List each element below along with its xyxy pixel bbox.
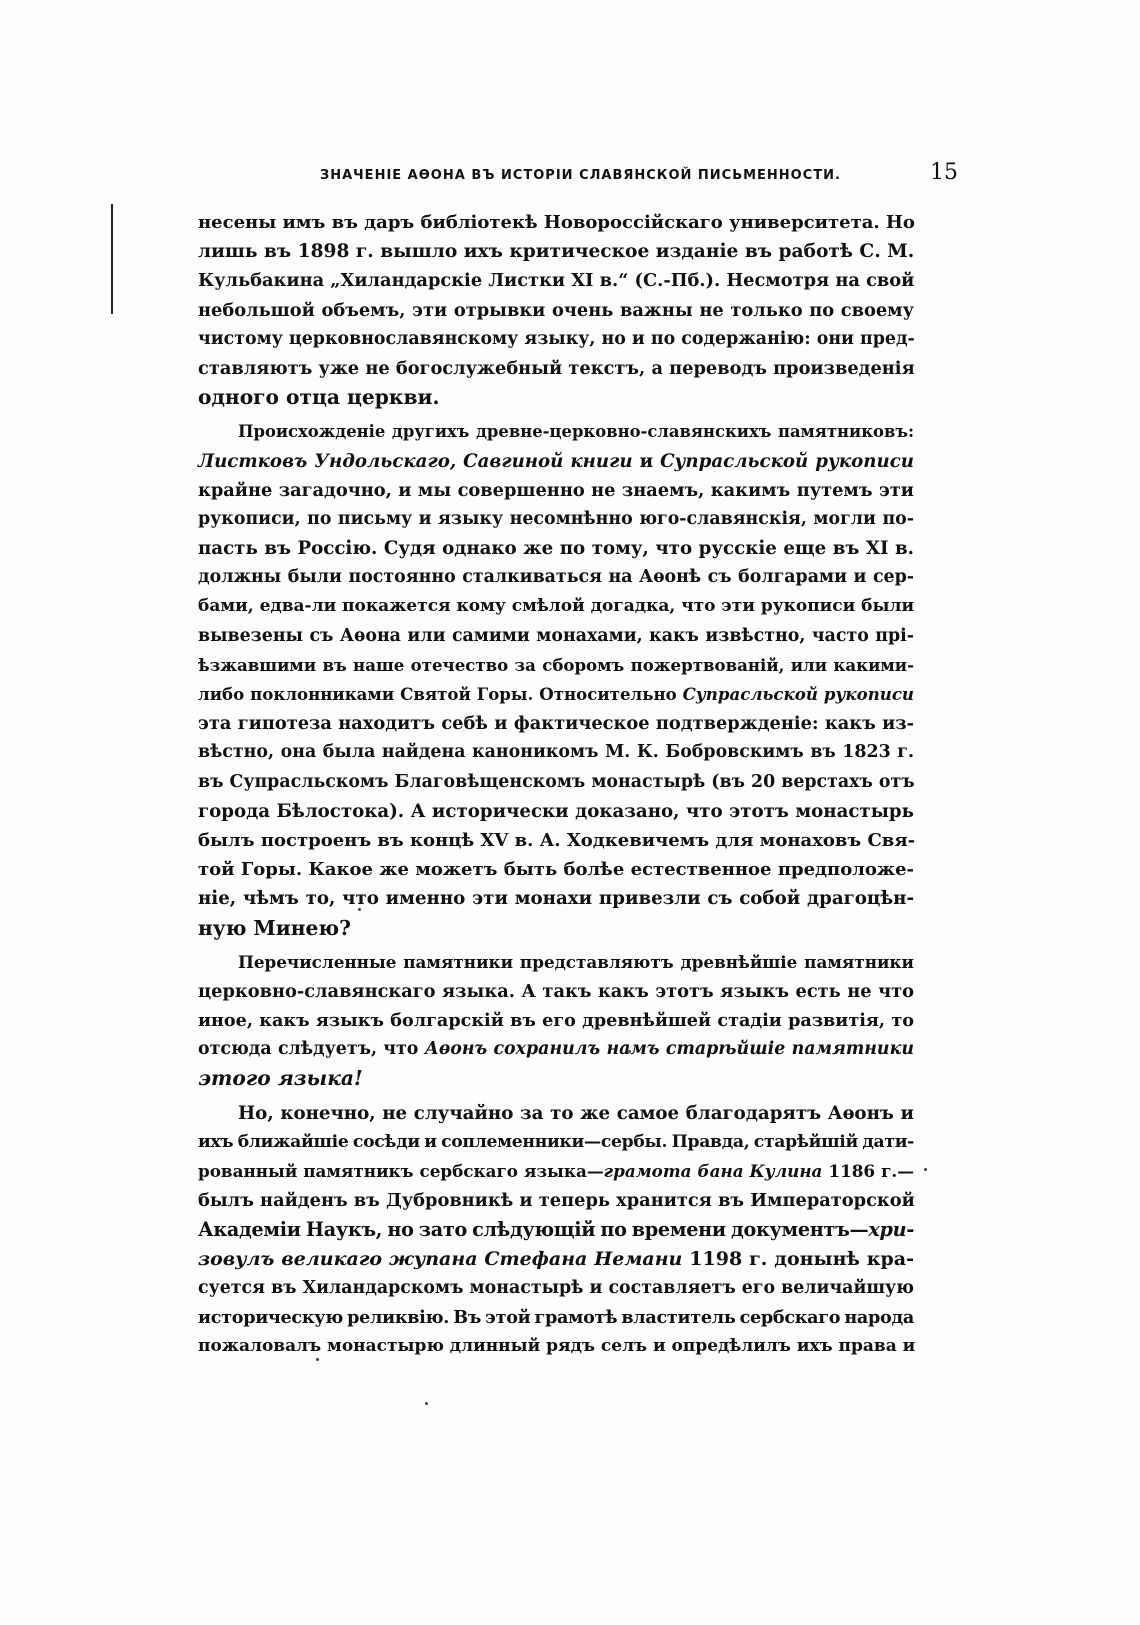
text-line: Перечисленные памятники представляютъ древнѣйшіе памятники (238, 951, 914, 972)
text-line: бами, едва-ли покажется кому смѣлой догадка, что эти рукописи были (198, 596, 915, 617)
text-line: крайне загадочно, и мы совершенно не знаемъ, какимъ путемъ эти (198, 479, 914, 501)
text-line: Кульбакина „Хиландарскіе Листки XI в.“ (С.-Пб.). Несмотря на свой (198, 270, 915, 292)
text-line: либо поклонниками Святой Горы. Относительно Супрасльской рукописи (198, 684, 914, 704)
paragraph (198, 208, 914, 412)
text-line: ихъ ближайшіе сосѣди и соплеменники—сербы. Правда, старѣйшій дати- (198, 1131, 914, 1152)
text-line: зовулъ великаго жупана Стефана Немани 1198 г. донынѣ кра- (198, 1247, 914, 1270)
running-head: ЗНАЧЕНІЕ АѲОНА ВЪ ИСТОРІИ СЛАВЯНСКОЙ ПИСЬМЕННОСТИ. (320, 168, 841, 183)
italic-emphasis: Аѳонъ сохранилъ намъ старѣйшіе памятники (424, 1039, 914, 1060)
text-line: Но, конечно, не случайно за то же самое благодарятъ Аѳонъ и (238, 1102, 914, 1124)
paragraph (198, 417, 914, 942)
text-line: лишь въ 1898 г. вышло ихъ критическое изданіе въ работѣ С. М. (198, 241, 915, 263)
text-line: вывезены съ Аѳона или самими монахами, какъ извѣстно, часто прі- (198, 625, 914, 646)
paragraph (198, 948, 914, 1094)
italic-title: хри- (868, 1218, 914, 1242)
text-line: въ Супрасльскомъ Благовѣщенскомъ монастырѣ (въ 20 верстахъ отъ (198, 771, 915, 792)
paragraph (198, 1099, 914, 1362)
page-number: 15 (930, 160, 958, 185)
text-line: отсюда слѣдуетъ, что Аѳонъ сохранилъ намъ старѣйшіе памятники (198, 1039, 914, 1060)
text-line: чистому церковнославянскому языку, но и по содержанію: они пред- (198, 328, 915, 349)
margin-mark (111, 296, 113, 314)
text-line: одного отца церкви. (198, 385, 440, 410)
ink-speck (924, 1168, 927, 1171)
ink-speck (425, 1402, 428, 1405)
text-line: той Горы. Какое же можетъ быть болѣе естественное предположе- (198, 859, 914, 881)
text-line: рованный памятникъ сербскаго языка—грамота бана Кулина 1186 г.— (198, 1161, 914, 1181)
text-line: былъ построенъ въ концѣ XV в. А. Ходкевичемъ для монаховъ Свя- (198, 829, 916, 851)
italic-title: зовулъ великаго жупана Стефана Немани (198, 1247, 683, 1270)
text-line: ѣзжавшими въ наше отечество за сборомъ пожертвованій, или какими- (198, 654, 914, 675)
text-line: иное, какъ языкъ болгарскій въ его древнѣйшей стадіи развитія, то (198, 1010, 914, 1032)
margin-mark (111, 204, 113, 304)
body-text (198, 208, 914, 1361)
text-line: Академіи Наукъ, но зато слѣдующій по времени документъ—хри- (198, 1218, 914, 1242)
italic-emphasis: этого языка! (198, 1066, 363, 1091)
text-line: Листковъ Ундольскаго, Савгиной книги и Супрасльской рукописи (198, 450, 915, 472)
text-line (198, 1064, 914, 1093)
text-line: города Бѣлостока). А исторически доказано, что этотъ монастырь (198, 800, 914, 822)
italic-title: Супрасльской рукописи (682, 684, 914, 704)
italic-title: грамота бана Кулина (603, 1161, 823, 1181)
text-line: суется въ Хиландарскомъ монастырѣ и составляетъ его величайшую (198, 1277, 914, 1298)
text-line: рукописи, по письму и языку несомнѣнно юго-славянскія, могли по- (198, 508, 914, 529)
text-line: небольшой объемъ, эти отрывки очень важны не только по своему (198, 299, 914, 321)
text-line: пасть въ Россію. Судя однако же по тому, что русскіе еще въ XI в. (198, 538, 914, 560)
text-line: пожаловалъ монастырю длинный рядъ селъ и опредѣлилъ ихъ права и (198, 1336, 916, 1357)
text-line: былъ найденъ въ Дубровникѣ и теперь хранится въ Императорской (198, 1190, 915, 1212)
text-line: должны были постоянно сталкиваться на Аѳонѣ съ болгарами и сер- (198, 567, 914, 588)
text-line: церковно-славянскаго языка. А такъ какъ этотъ языкъ есть не что (198, 980, 914, 1002)
text-line: ставляютъ уже не богослужебный текстъ, а переводъ произведенія (198, 357, 915, 379)
text-line: Происхожденіе другихъ древне-церковно-славянскихъ памятниковъ: (238, 422, 914, 442)
text-line: эта гипотеза находитъ себѣ и фактическое подтвержденіе: какъ из- (198, 713, 914, 735)
text-line: несены имъ въ даръ библіотекѣ Новороссійскаго университета. Но (198, 212, 915, 233)
text-line: ніе, чѣмъ то, что именно эти монахи привезли съ собой драгоцѣн- (198, 888, 914, 910)
text-line: ную Минею? (198, 915, 351, 940)
text-line: вѣстно, она была найдена каноникомъ М. К. Бобровскимъ въ 1823 г. (198, 742, 914, 763)
text-line: историческую реликвію. Въ этой грамотѣ властитель сербскаго народа (198, 1306, 914, 1328)
italic-title: Супрасльской рукописи (660, 450, 915, 472)
italic-title: Листковъ Ундольскаго, Савгиной книги (198, 450, 633, 472)
